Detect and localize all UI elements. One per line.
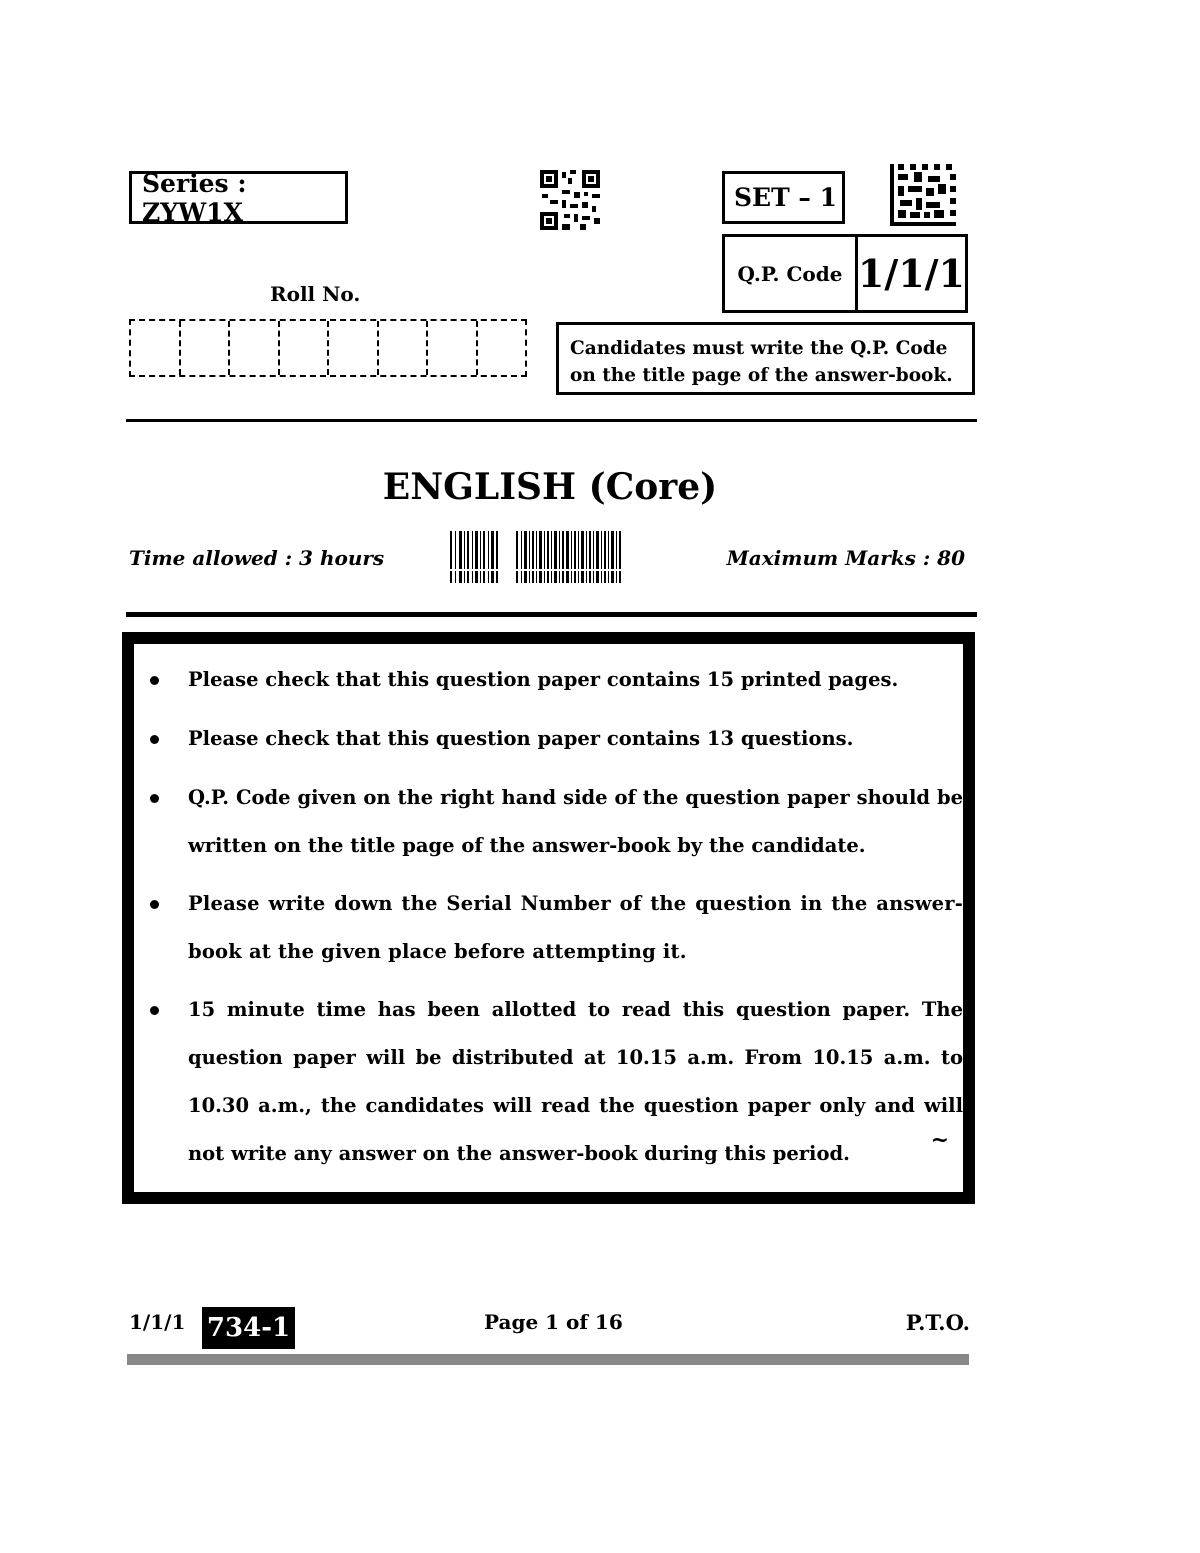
roll-no-boxes[interactable] [129, 319, 527, 377]
bullet-icon [150, 794, 159, 803]
instruction-item [188, 774, 963, 870]
paper-title: ENGLISH (Core) [382, 466, 718, 508]
bullet-icon [150, 676, 159, 685]
instruction-item [188, 715, 963, 763]
page-number: Page 1 of 16 [484, 1310, 623, 1334]
set-label: SET – 1 [722, 171, 845, 224]
instruction-text: Please check that this question paper contains 15 printed pages. [188, 668, 899, 691]
instruction-text: Please write down the Serial Number of the question in the answer-book at the given place before attempting it. [188, 892, 963, 963]
qp-code-box [722, 234, 968, 313]
divider [126, 419, 977, 422]
roll-no-digit-box[interactable] [379, 321, 429, 375]
instruction-text: Q.P. Code given on the right hand side of the question paper should be written on the title page of the answer-book by the candidate. [188, 786, 963, 857]
instruction-item [188, 986, 963, 1178]
instruction-text: 15 minute time has been allotted to read this question paper. The question paper will be distributed at 10.15 a.m. From 10.15 a.m. to 10.30 a.m., the candidates will read the question paper only and will not write any answer on the answer-book during this period. [188, 998, 963, 1165]
end-mark: ~ [930, 1127, 949, 1153]
bullet-icon [150, 735, 159, 744]
footer-paper-badge: 734-1 [202, 1307, 295, 1349]
roll-no-label: Roll No. [270, 282, 361, 306]
barcode-icon [450, 531, 622, 583]
instructions-box [122, 632, 975, 1204]
pto-label: P.T.O. [905, 1310, 970, 1335]
candidate-note: Candidates must write the Q.P. Code on the title page of the answer-book. [556, 322, 975, 395]
footer-bar [127, 1354, 969, 1365]
maximum-marks: Maximum Marks : 80 [726, 546, 965, 570]
roll-no-digit-box[interactable] [478, 321, 526, 375]
qp-code-value: 1/1/1 [857, 251, 965, 296]
instruction-item [188, 880, 963, 976]
qp-code-label: Q.P. Code [725, 237, 858, 310]
time-allowed: Time allowed : 3 hours [129, 546, 385, 570]
datamatrix-code-icon [890, 164, 956, 226]
bullet-icon [150, 900, 159, 909]
roll-no-digit-box[interactable] [230, 321, 280, 375]
footer-qp-code: 1/1/1 [129, 1310, 186, 1334]
bullet-icon [150, 1006, 159, 1015]
instruction-item [188, 656, 963, 704]
roll-no-digit-box[interactable] [428, 321, 478, 375]
instruction-text: Please check that this question paper contains 13 questions. [188, 727, 854, 750]
roll-no-digit-box[interactable] [280, 321, 330, 375]
divider [126, 612, 977, 617]
roll-no-digit-box[interactable] [329, 321, 379, 375]
qr-code-icon [540, 170, 600, 230]
roll-no-digit-box[interactable] [131, 321, 181, 375]
roll-no-digit-box[interactable] [181, 321, 231, 375]
series-label: Series : ZYW1X [129, 171, 348, 224]
